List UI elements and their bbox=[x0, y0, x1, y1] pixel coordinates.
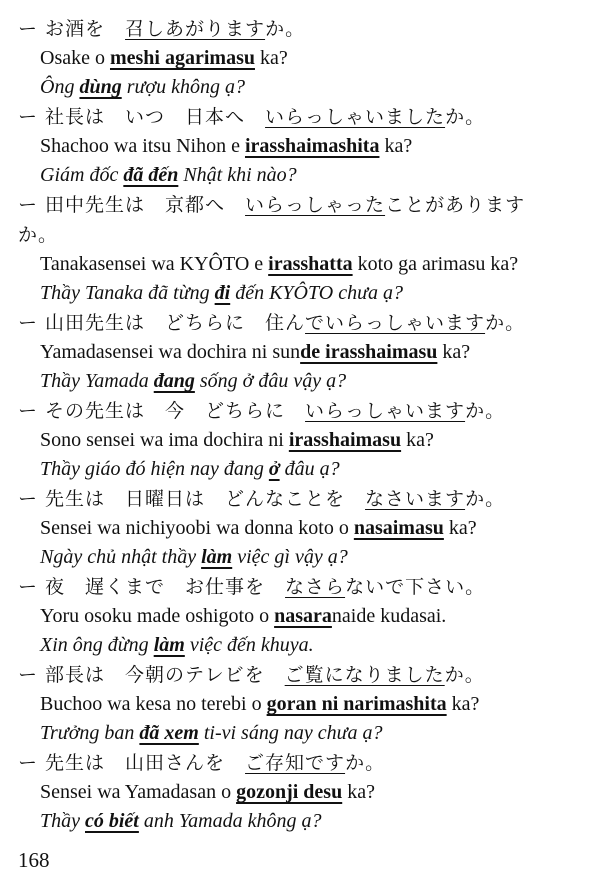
bold-keigo: irasshaimasu bbox=[288, 429, 402, 451]
japanese-sentence: ー 田中先生は 京都へ いらっしゃったことがありますか。 bbox=[18, 194, 526, 246]
romaji-sentence: Shachoo wa itsu Nihon e irasshaimashita ka? bbox=[40, 135, 413, 157]
example-entry-5 bbox=[18, 396, 588, 484]
bold-keigo: gozonji desu bbox=[236, 781, 343, 803]
example-list bbox=[18, 14, 588, 836]
bold-keigo: de irasshaimasu bbox=[300, 341, 438, 363]
vietnamese-translation: Ông dùng rượu không ạ? bbox=[40, 76, 245, 98]
romaji-sentence: Sensei wa Yamadasan o gozonji desu ka? bbox=[40, 781, 375, 803]
underlined-keigo: ご存知です bbox=[245, 752, 346, 774]
bold-translation: làm bbox=[201, 546, 233, 568]
vietnamese-translation: Thầy có biết anh Yamada không ạ? bbox=[40, 810, 322, 832]
romaji-sentence: Sono sensei wa ima dochira ni irasshaimasu ka? bbox=[40, 429, 434, 451]
romaji-sentence: Tanakasensei wa KYÔTO e irasshatta koto ga arimasu ka? bbox=[40, 253, 519, 275]
vietnamese-translation: Thầy Tanaka đã từng đi đến KYÔTO chưa ạ? bbox=[40, 282, 403, 304]
bold-translation: đã xem bbox=[139, 722, 199, 744]
page-number: 168 bbox=[18, 848, 50, 872]
example-entry-4 bbox=[18, 308, 588, 396]
bold-keigo: irasshaimashita bbox=[244, 135, 380, 157]
bold-translation: đang bbox=[153, 370, 195, 392]
bold-translation: đi bbox=[214, 282, 231, 304]
bold-translation: làm bbox=[153, 634, 185, 656]
example-entry-3 bbox=[18, 190, 588, 308]
vietnamese-translation: Giám đốc đã đến Nhật khi nào? bbox=[40, 164, 297, 186]
romaji-sentence: Osake o meshi agarimasu ka? bbox=[40, 47, 288, 69]
japanese-sentence: ー お酒を 召しあがりますか。 bbox=[18, 18, 306, 40]
vietnamese-translation: Ngày chủ nhật thầy làm việc gì vậy ạ? bbox=[40, 546, 348, 568]
bold-keigo: meshi agarimasu bbox=[109, 47, 255, 69]
japanese-sentence: ー 先生は 日曜日は どんなことを なさいますか。 bbox=[18, 488, 506, 510]
bold-keigo: nasaimasu bbox=[353, 517, 444, 539]
japanese-sentence: ー 部長は 今朝のテレビを ご覧になりましたか。 bbox=[18, 664, 485, 686]
underlined-keigo: いらっしゃった bbox=[245, 194, 386, 216]
bold-translation: dùng bbox=[79, 76, 122, 98]
japanese-sentence: ー その先生は 今 どちらに いらっしゃいますか。 bbox=[18, 400, 506, 422]
japanese-sentence: ー 社長は いつ 日本へ いらっしゃいましたか。 bbox=[18, 106, 486, 128]
japanese-sentence: ー 夜 遅くまで お仕事を なさらないで下さい。 bbox=[18, 576, 486, 598]
underlined-keigo: ご覧になりました bbox=[284, 664, 445, 686]
underlined-keigo: 召しあがります bbox=[125, 18, 266, 40]
romaji-sentence: Yamadasensei wa dochira ni sunde irasshaimasu ka? bbox=[40, 341, 471, 363]
bold-translation: có biết bbox=[85, 810, 139, 832]
example-entry-7 bbox=[18, 572, 588, 660]
vietnamese-translation: Thầy Yamada đang sống ở đâu vậy ạ? bbox=[40, 370, 347, 392]
underlined-keigo: なさら bbox=[285, 576, 346, 598]
underlined-keigo: いらっしゃいました bbox=[265, 106, 446, 128]
bold-translation: ở bbox=[268, 458, 280, 480]
example-entry-6 bbox=[18, 484, 588, 572]
underlined-keigo: なさいます bbox=[365, 488, 466, 510]
romaji-sentence: Buchoo wa kesa no terebi o goran ni narimashita ka? bbox=[40, 693, 480, 715]
bold-keigo: nasara bbox=[274, 605, 332, 627]
underlined-keigo: でいらっしゃいます bbox=[305, 312, 486, 334]
japanese-sentence: ー 山田先生は どちらに 住んでいらっしゃいますか。 bbox=[18, 312, 526, 334]
vietnamese-translation: Trưởng ban đã xem ti-vi sáng nay chưa ạ? bbox=[40, 722, 383, 744]
bold-keigo: goran ni narimashita bbox=[266, 693, 447, 715]
bold-translation: đã đến bbox=[123, 164, 179, 186]
bold-keigo: irasshatta bbox=[268, 253, 353, 275]
japanese-sentence: ー 先生は 山田さんを ご存知ですか。 bbox=[18, 752, 386, 774]
vietnamese-translation: Thầy giáo đó hiện nay đang ở đâu ạ? bbox=[40, 458, 340, 480]
example-entry-8 bbox=[18, 660, 588, 748]
example-entry-2 bbox=[18, 102, 588, 190]
example-entry-9 bbox=[18, 748, 588, 836]
example-entry-1 bbox=[18, 14, 588, 102]
romaji-sentence: Yoru osoku made oshigoto o nasaranaide kudasai. bbox=[40, 605, 447, 627]
underlined-keigo: いらっしゃいます bbox=[305, 400, 466, 422]
romaji-sentence: Sensei wa nichiyoobi wa donna koto o nasaimasu ka? bbox=[40, 517, 477, 539]
vietnamese-translation: Xin ông đừng làm việc đến khuya. bbox=[40, 634, 314, 656]
